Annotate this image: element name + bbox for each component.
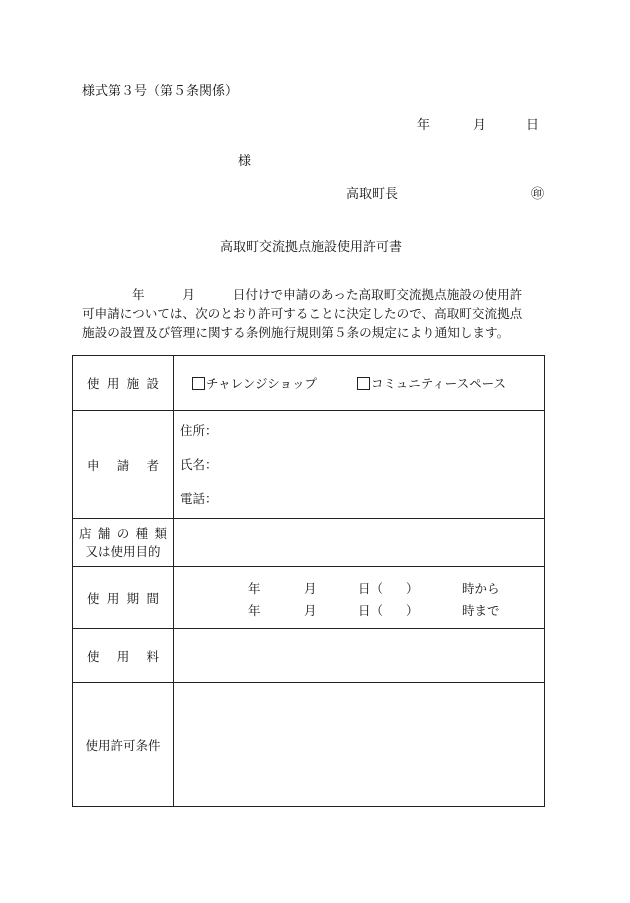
body-paragraph (82, 285, 562, 342)
period-end-line: 年 月 日（ ） 時まで (248, 602, 500, 618)
seal-mark: ㊞ (531, 187, 545, 202)
store-type-label: 店 舗 の 種 類 又は使用目的 (73, 519, 174, 567)
issuer-title: 高取町長 (346, 187, 399, 202)
fee-value[interactable] (174, 629, 545, 683)
facility-row (73, 356, 545, 411)
applicant-fields (174, 411, 545, 519)
store-type-row (73, 519, 545, 567)
conditions-label: 使用許可条件 (73, 683, 174, 807)
option-challenge-shop[interactable]: チャレンジショップ (192, 374, 317, 392)
period-row (73, 567, 545, 629)
form-number: 様式第３号（第５条関係） (82, 84, 239, 99)
checkbox-icon[interactable] (357, 377, 370, 390)
body-line: 施設の設置及び管理に関する条例施行規則第５条の規定により通知します。 (82, 325, 510, 340)
store-type-value[interactable] (174, 519, 545, 567)
address-field[interactable]: 住所： (180, 422, 218, 438)
period-start-line: 年 月 日（ ） 時から (248, 580, 500, 596)
applicant-row (73, 411, 545, 519)
date-year-label: 年 (417, 118, 431, 133)
conditions-value[interactable] (174, 683, 545, 807)
fee-label: 使 用 料 (73, 629, 174, 683)
checkbox-icon[interactable] (192, 377, 205, 390)
date-month-label: 月 (473, 118, 487, 133)
facility-options (174, 356, 545, 411)
name-field[interactable]: 氏名： (180, 456, 218, 472)
document-title: 高取町交流拠点施設使用許可書 (220, 240, 403, 255)
phone-field[interactable]: 電話： (180, 490, 218, 506)
period-label: 使 用 期 間 (73, 567, 174, 629)
addressee-suffix: 様 (238, 154, 252, 169)
permit-form-table (72, 355, 545, 807)
option-community-space[interactable]: コミュニティースペース (357, 374, 506, 392)
period-value[interactable] (174, 567, 545, 629)
body-line: 可申請については、次のとおり許可することに決定したので、高取町交流拠点 (82, 306, 523, 321)
facility-label: 使 用 施 設 (73, 356, 174, 411)
fee-row (73, 629, 545, 683)
body-line: 年 月 日付けで申請のあった高取町交流拠点施設の使用許 (132, 287, 523, 302)
conditions-row (73, 683, 545, 807)
date-day-label: 日 (526, 118, 540, 133)
applicant-label: 申 請 者 (73, 411, 174, 519)
